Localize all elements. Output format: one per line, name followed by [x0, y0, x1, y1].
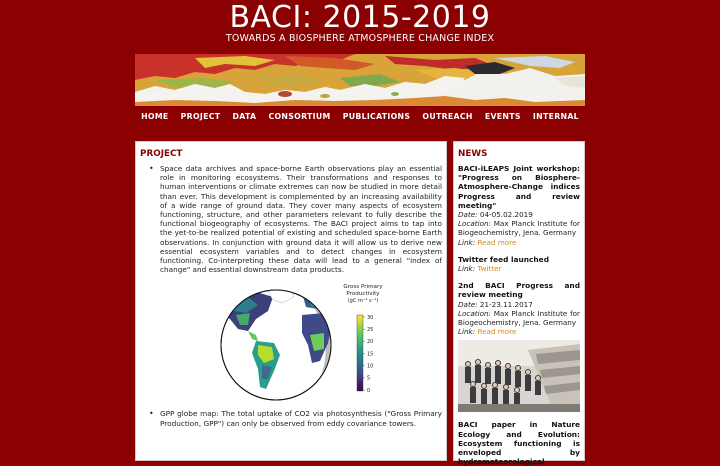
- read-more-link[interactable]: Read more: [477, 237, 517, 247]
- news-location: Max Planck Institute for Biogeochemistry, Jena. Germany: [458, 219, 580, 238]
- news-heading: NEWS: [458, 149, 488, 159]
- news-title: BACI paper in Nature Ecology and Evolution: Ecosystem functioning is enveloped by hydrometeorological: [458, 420, 580, 466]
- news-item: [458, 281, 580, 336]
- figure-title-line2: Productivity: [346, 291, 380, 298]
- project-heading: PROJECT: [140, 149, 183, 159]
- colorbar-tick-label: 0: [367, 388, 371, 395]
- news-date: 04-05.02.2019: [479, 210, 533, 220]
- colorbar-tick-label: 25: [367, 327, 374, 334]
- main-nav: [135, 106, 585, 126]
- nav-consortium[interactable]: CONSORTIUM: [268, 111, 331, 121]
- colorbar: [357, 315, 363, 391]
- figure-title-line1: Gross Primary: [343, 284, 383, 291]
- nav-data[interactable]: DATA: [232, 111, 257, 121]
- nav-outreach[interactable]: OUTREACH: [422, 111, 473, 121]
- date-label: Date:: [458, 299, 478, 309]
- read-more-link[interactable]: Read more: [477, 327, 517, 337]
- figure-unit: (gC m⁻² s⁻¹): [347, 298, 379, 305]
- nav-publications[interactable]: PUBLICATIONS: [342, 111, 411, 121]
- gpp-caption-paragraph: • GPP globe map: The total uptake of CO2 via photosynthesis ("Gross Primary Production, GPP") can only be observed from eddy covariance towers.: [140, 409, 442, 427]
- date-label: Date:: [458, 210, 478, 220]
- europe-satellite-map: [135, 54, 585, 106]
- nav-home[interactable]: HOME: [141, 111, 169, 121]
- colorbar-tick-label: 15: [367, 351, 374, 358]
- nav-internal[interactable]: INTERNAL: [532, 111, 579, 121]
- news-panel: [453, 141, 585, 466]
- link-label: Link:: [458, 327, 476, 337]
- globe-icon: [218, 279, 338, 403]
- news-title: 2nd BACI Progress and review meeting: [458, 281, 580, 300]
- site-title: BACI: 2015-2019: [229, 0, 491, 35]
- nav-events[interactable]: EVENTS: [484, 111, 521, 121]
- news-item: [458, 255, 580, 273]
- news-title: BACI-iLEAPS Joint workshop: "Progress on Biosphere-Atmosphere-Change indices Progress and review meeting": [458, 164, 580, 210]
- gpp-globe-figure: [198, 279, 393, 404]
- news-item: [458, 420, 580, 466]
- group-photo-image: [458, 340, 580, 412]
- colorbar-tick-label: 10: [367, 363, 374, 370]
- project-panel: [135, 141, 447, 461]
- nav-project[interactable]: PROJECT: [180, 111, 221, 121]
- colorbar-tick-label: 5: [367, 376, 371, 383]
- satellite-banner-image: [135, 54, 585, 106]
- news-date: 21-23.11.2017: [479, 299, 533, 309]
- news-title: Twitter feed launched: [458, 254, 549, 264]
- colorbar-tick-label: 20: [367, 339, 374, 346]
- news-item: [458, 164, 580, 247]
- project-intro-paragraph: • Space data archives and space-borne Earth observations play an essential role in monitoring ecosystems. Their transformations and responses to human interventions or climate extremes can now be studied in more detail than ever. This development is complemented by an increasing availability of a wide range of ground data. They cover many aspects of ecosystem functioning, structure, and other parameters relevant to fully describe the functional biogeography of ecosystems. The BACI project aims to tap into the yet-to-be realized potential of existing and scheduled space-borne Earth observations. In conjunction with ground data it will allow us to derive new essential ecosystem variables and to detect changes in ecosystem functioning. Co-interpreting these data will lead to a general "index of change" and essential downstream data products.: [140, 164, 442, 274]
- colorbar-ticks: [363, 315, 373, 394]
- link-label: Link:: [458, 264, 476, 274]
- site-subtitle: TOWARDS A BIOSPHERE ATMOSPHERE CHANGE INDEX: [225, 33, 495, 44]
- location-label: Location:: [458, 308, 491, 318]
- location-label: Location:: [458, 219, 491, 229]
- news-location: Max Planck Institute for Biogeochemistry, Jena. Germany: [458, 308, 580, 328]
- twitter-link[interactable]: Twitter: [477, 264, 502, 274]
- colorbar-tick-label: 30: [367, 315, 374, 322]
- link-label: Link:: [458, 237, 476, 247]
